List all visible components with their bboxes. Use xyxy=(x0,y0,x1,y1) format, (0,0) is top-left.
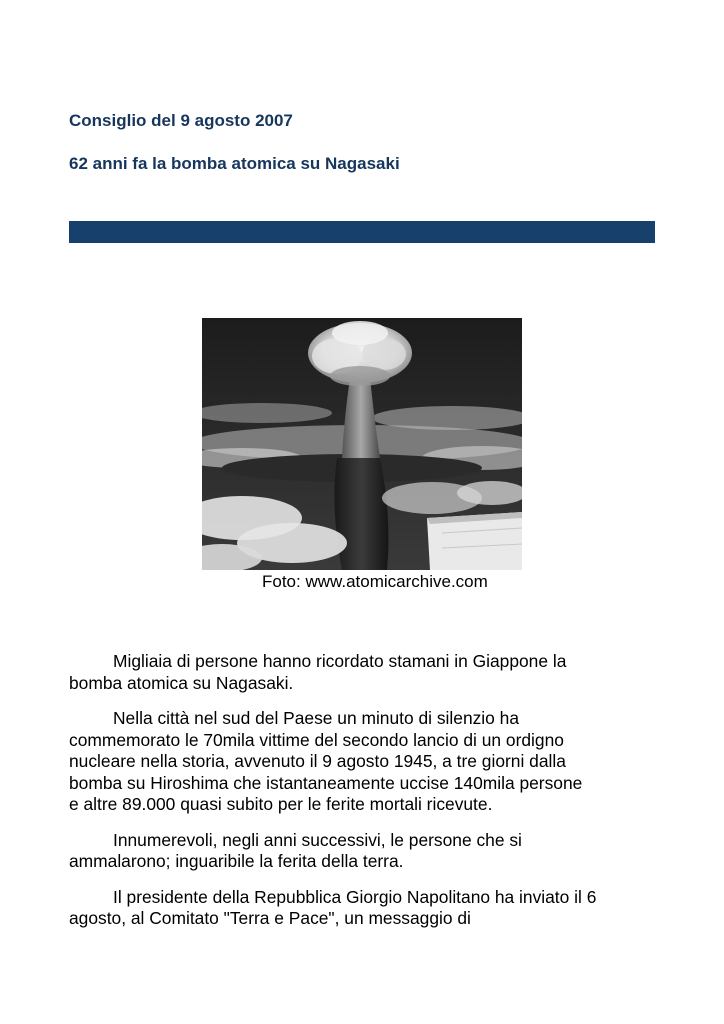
document-date-title: Consiglio del 9 agosto 2007 xyxy=(69,111,293,130)
header-divider-bar xyxy=(69,221,655,243)
paragraph-line: agosto, al Comitato "Terra e Pace", un messaggio di xyxy=(69,908,471,928)
paragraph-line: ammalarono; inguaribile la ferita della terra. xyxy=(69,851,404,871)
paragraph-line: Nella città nel sud del Paese un minuto di silenzio ha xyxy=(113,708,520,728)
photo-caption: Foto: www.atomicarchive.com xyxy=(262,572,488,591)
paragraph-line: Migliaia di persone hanno ricordato stamani in Giappone la xyxy=(113,651,567,671)
article-paragraph xyxy=(69,830,669,873)
article-paragraph xyxy=(69,708,669,816)
article-paragraph xyxy=(69,651,669,694)
document-main-title: 62 anni fa la bomba atomica su Nagasaki xyxy=(69,154,400,173)
paragraph-line: bomba su Hiroshima che istantaneamente uccise 140mila persone xyxy=(69,772,583,793)
article-paragraph xyxy=(69,887,669,930)
mushroom-cloud-photo xyxy=(202,318,522,570)
article-body xyxy=(69,651,669,944)
paragraph-line: e altre 89.000 quasi subito per le ferite mortali ricevute. xyxy=(69,794,493,814)
paragraph-line: Innumerevoli, negli anni successivi, le persone che si xyxy=(113,829,522,850)
paragraph-line: Il presidente della Repubblica Giorgio Napolitano ha inviato il 6 xyxy=(113,886,597,907)
paragraph-line: nucleare nella storia, avvenuto il 9 agosto 1945, a tre giorni dalla xyxy=(69,751,566,771)
paragraph-line: bomba atomica su Nagasaki. xyxy=(69,672,294,693)
paragraph-line: commemorato le 70mila vittime del secondo lancio di un ordigno xyxy=(69,729,564,750)
